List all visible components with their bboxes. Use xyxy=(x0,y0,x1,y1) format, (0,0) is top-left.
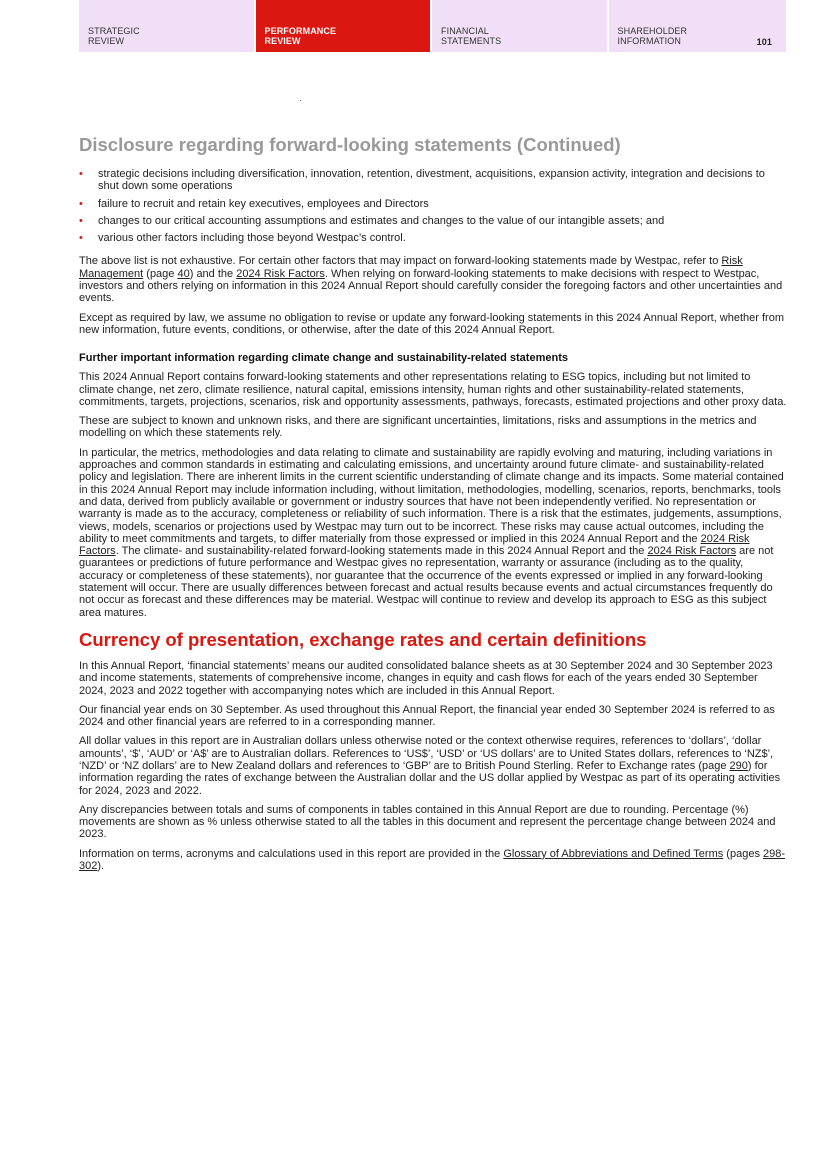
tab-shareholder-information[interactable] xyxy=(609,0,787,52)
tab-label-line1: FINANCIAL xyxy=(441,26,489,36)
list-item-text: various other factors including those beyond Westpac’s control. xyxy=(98,232,406,245)
risk-factors-link[interactable]: 2024 Risk Factors xyxy=(647,545,737,558)
pages-298-302-link[interactable]: 298-302 xyxy=(79,847,786,873)
list-item xyxy=(79,232,787,244)
bullet-icon: • xyxy=(79,214,83,227)
stray-mark xyxy=(300,100,301,101)
tab-label-line2: REVIEW xyxy=(88,36,125,46)
risk-factors-link[interactable]: 2024 Risk Factors xyxy=(79,532,750,558)
text-run: (pages xyxy=(723,847,763,860)
risk-factor-list xyxy=(79,168,787,244)
page-content xyxy=(79,134,787,879)
section-title-currency: Currency of presentation, exchange rates and certain definitions xyxy=(79,628,647,650)
bullet-icon: • xyxy=(79,197,83,210)
text-run: (page xyxy=(143,267,178,280)
text-run: are not guarantees or predictions of future performance and Westpac gives no representation, warranty or assurance (including as to the quality, accuracy or completeness of these statements), nor guarantee that the occurrence of the events expressed or implied in any forward-looking statement will occur. There are usually differences between forecast and actual results because events and actual circumstances frequently do not occur as forecast and these differences may be material. Westpac will continue to review and develop its approach to ESG as this subject area matures. xyxy=(79,545,774,619)
risk-management-link[interactable]: Risk Management xyxy=(79,255,743,280)
list-item xyxy=(79,168,787,193)
tab-label-line2: STATEMENTS xyxy=(441,36,502,46)
text-run: ) and the xyxy=(189,267,237,280)
tab-label-line1: STRATEGIC xyxy=(88,26,140,36)
tab-label-line1: SHAREHOLDER xyxy=(617,26,688,36)
paragraph: This 2024 Annual Report contains forward-looking statements and other representations relating to ESG topics, including but not limited to climate change, net zero, climate resilience, natural capital, emissions intensity, human rights and other sustainability-related statements, commitments, targets, projections, scenarios, risk and opportunity assessments, pathways, forecasts, estimated projections and other proxy data. xyxy=(79,371,787,408)
text-run: ) for information regarding the rates of exchange between the Australian dollar and the US dollar applied by Westpac as part of its operating activities for 2024, 2023 and 2022. xyxy=(79,759,781,797)
section-nav-tabs xyxy=(79,0,786,52)
paragraph xyxy=(79,735,787,796)
list-item-text: changes to our critical accounting assumptions and estimates and changes to the value of our intangible assets; and xyxy=(98,214,665,227)
bullet-icon: • xyxy=(79,168,83,180)
page-40-link[interactable]: 40 xyxy=(177,267,190,280)
text-run: In particular, the metrics, methodologies and data relating to climate and sustainability are rapidly evolving and maturing, including variations in approaches and common standards in estimating and calculating emissions, and uncertainty around future climate- and sustainability-related policy and legislation. There are inherent limits in the current scientific understanding of climate change and its impacts. Some material contained in this 2024 Annual Report may include information including, without limitation, methodologies, modelling, scenarios, reports, benchmarks, tools and data, derived from publicly available or government or industry sources that have not been independently verified. No representation or warranty is made as to the accuracy, completeness or reliability of such information. There is a risk that the estimates, judgements, assumptions, views, models, scenarios or projections used by Westpac may turn out to be incorrect. These risks may cause actual outcomes, including the ability to meet commitments and targets, to differ materially from those expressed or implied in this 2024 Annual Report and the xyxy=(79,446,784,545)
list-item xyxy=(79,198,787,210)
paragraph: Except as required by law, we assume no obligation to revise or update any forward-looking statements in this 2024 Annual Report, whether from new information, future events, conditions, or otherwise, after the date of this 2024 Annual Report. xyxy=(79,311,784,336)
list-item-text: failure to recruit and retain key executives, employees and Directors xyxy=(98,197,429,210)
text-run: . The climate- and sustainability-related forward-looking statements made in this 2024 Annual Report and the xyxy=(115,545,648,558)
tab-label-line1: PERFORMANCE xyxy=(264,26,337,36)
text-run: Information on terms, acronyms and calculations used in this report are provided in the xyxy=(79,847,504,860)
page-number: 101 xyxy=(756,37,772,47)
paragraph xyxy=(79,848,787,873)
bullet-icon: • xyxy=(79,232,83,245)
text-run: . When relying on forward-looking statements to make decisions with respect to Westpac, investors and others relying on information in this 2024 Annual Report should carefully consider the foregoing factors and other uncertainties and events. xyxy=(79,267,783,305)
paragraph: These are subject to known and unknown risks, and there are significant uncertainties, limitations, risks and assumptions in the metrics and modelling on which these statements rely. xyxy=(79,415,757,440)
paragraph xyxy=(79,255,787,304)
subsection-title-climate: Further important information regarding climate change and sustainability-related statements xyxy=(79,352,568,365)
tab-strategic-review[interactable] xyxy=(79,0,254,52)
paragraph: Any discrepancies between totals and sums of components in tables contained in this Annual Report are due to rounding. Percentage (%) movements are shown as % unless otherwise stated to all the tables in this document and represent the percentage change between 2024 and 2023. xyxy=(79,803,776,841)
text-run: The above list is not exhaustive. For certain other factors that may impact on forward-looking statements made by Westpac, refer to xyxy=(79,255,722,268)
list-item xyxy=(79,215,787,227)
tab-label-line2: REVIEW xyxy=(264,36,301,46)
paragraph xyxy=(79,447,787,619)
tab-performance-review[interactable] xyxy=(256,0,431,52)
paragraph: In this Annual Report, ‘financial statements’ means our audited consolidated balance sheets as at 30 September 2024 and 30 September 2023 and income statements, statements of comprehensive income, changes in equity and cash flows for each of the years ended 30 September 2024, 2023 and 2022 together with accompanying notes which are included in this Annual Report. xyxy=(79,659,773,697)
list-item-text: strategic decisions including diversification, innovation, retention, divestment, acquisitions, expansion activity, integration and decisions to shut down some operations xyxy=(98,168,765,193)
paragraph: Our financial year ends on 30 September. As used throughout this Annual Report, the financial year ended 30 September 2024 is referred to as 2024 and other financial years are referred to in a corresponding manner. xyxy=(79,703,775,729)
text-run: ). xyxy=(97,860,105,873)
risk-factors-link[interactable]: 2024 Risk Factors xyxy=(236,267,325,280)
section-title-forward-looking: Disclosure regarding forward-looking statements (Continued) xyxy=(79,134,621,155)
tab-label-line2: INFORMATION xyxy=(617,36,681,46)
text-run: All dollar values in this report are in Australian dollars unless otherwise noted or the context otherwise requires, references to ‘dollars’, ‘dollar amounts’, ‘$’, ‘AUD’ or ‘A$’ are to Australian dollars. References to ‘US$’, ‘USD’ or ‘US dollars’ are to United States dollars, references to ‘NZ$’, ‘NZD’ or ‘NZ dollars’ are to New Zealand dollars and references to ‘GBP’ are to British Pound Sterling. Refer to Exchange rates (page xyxy=(79,735,774,772)
page-290-link[interactable]: 290 xyxy=(729,759,748,772)
tab-financial-statements[interactable] xyxy=(432,0,607,52)
glossary-link[interactable]: Glossary of Abbreviations and Defined Terms xyxy=(503,847,724,860)
